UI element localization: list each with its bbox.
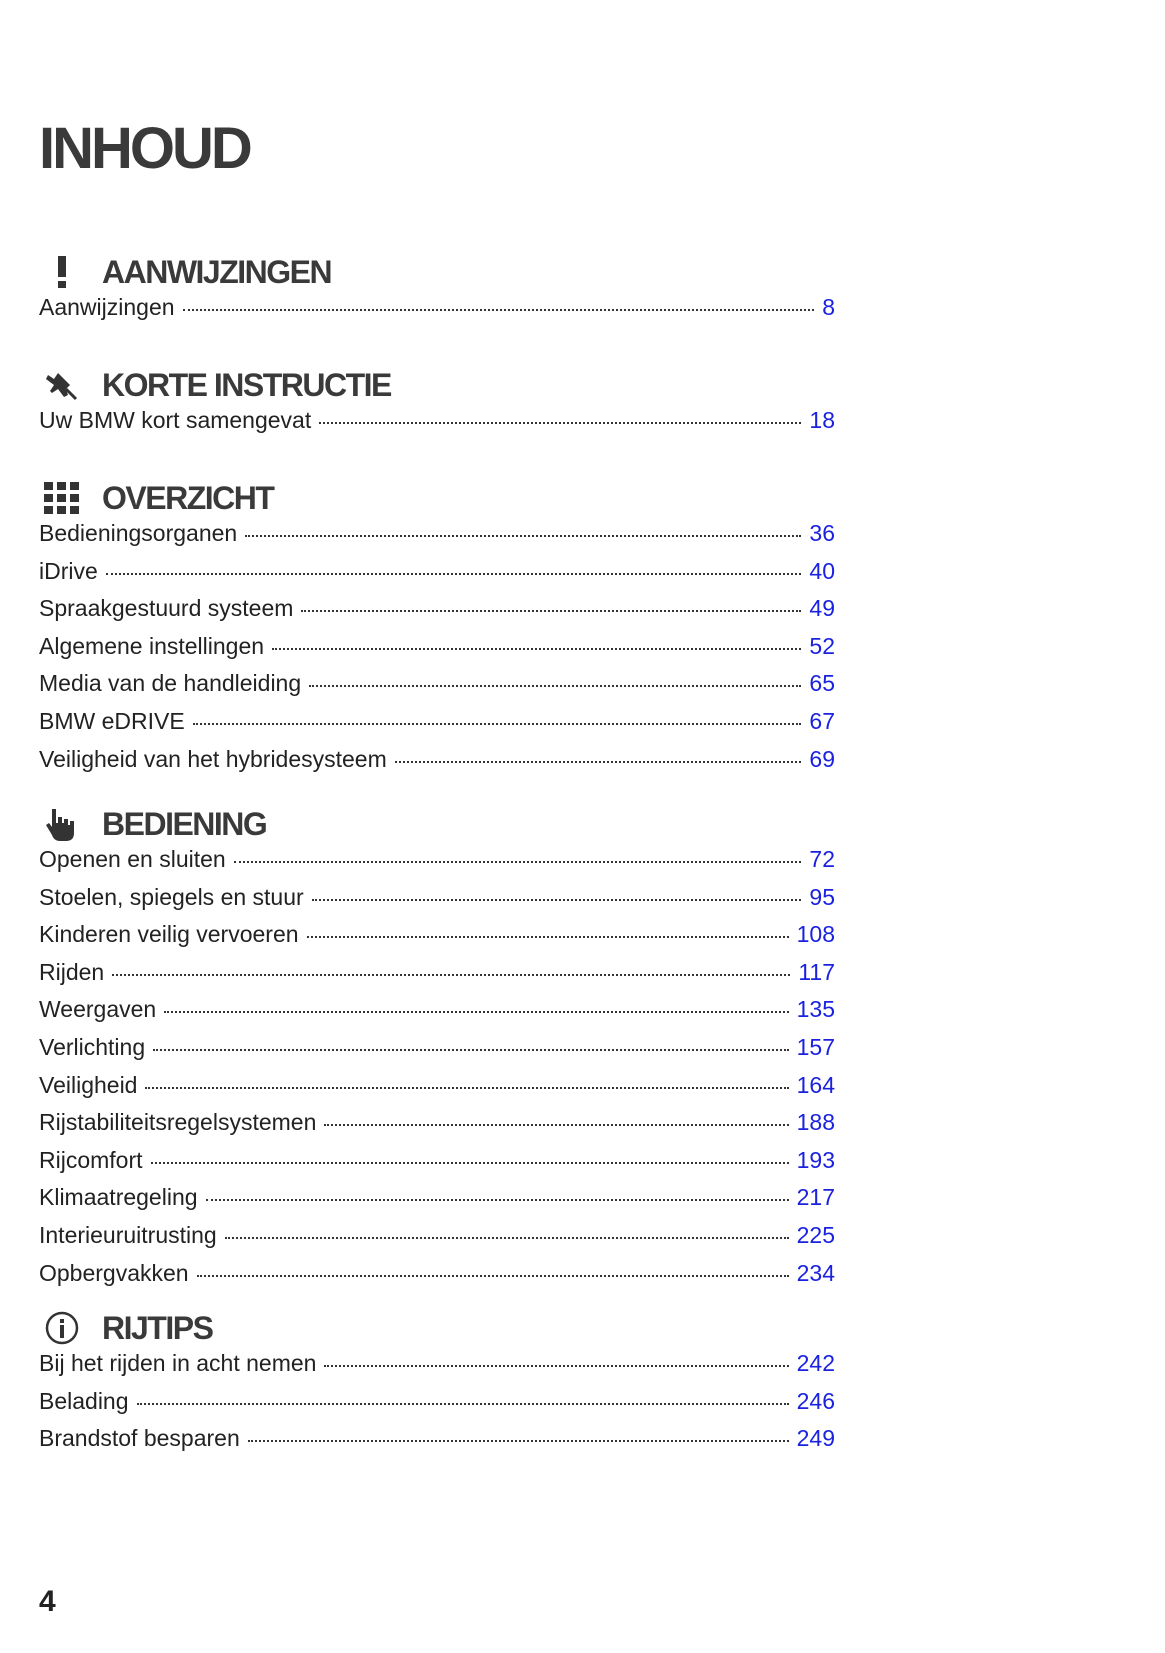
leader-dots (272, 648, 801, 650)
leader-dots (137, 1403, 789, 1405)
section-title: AANWIJZINGEN (102, 254, 332, 290)
leader-dots (164, 1011, 788, 1013)
toc-section-overzicht (39, 476, 835, 783)
leader-dots (319, 422, 801, 424)
toc-entry[interactable] (39, 670, 835, 708)
leader-dots (183, 309, 815, 311)
leader-dots (395, 761, 802, 763)
toc-entry-page-link[interactable]: 249 (796, 1425, 835, 1452)
toc-section-bediening (39, 802, 835, 1297)
toc-entry-page-link[interactable]: 217 (796, 1184, 835, 1211)
toc-entry[interactable] (39, 746, 835, 784)
toc-entry-label: Veiligheid (39, 1071, 138, 1098)
toc-entry[interactable] (39, 294, 835, 332)
toc-entry[interactable] (39, 1184, 835, 1222)
toc-section-aanwijzingen (39, 250, 835, 332)
toc-entry-label: BMW eDRIVE (39, 707, 185, 734)
toc-entry[interactable] (39, 595, 835, 633)
toc-entry-label: Belading (39, 1387, 129, 1414)
leader-dots (309, 685, 801, 687)
toc-entry-page-link[interactable]: 8 (822, 294, 835, 320)
toc-entry-label: Bij het rijden in acht nemen (39, 1350, 317, 1376)
toc-entry-label: Weergaven (39, 996, 157, 1023)
toc-entry[interactable] (39, 1425, 835, 1463)
toc-entry-label: Kinderen veilig vervoeren (39, 921, 299, 948)
leader-dots (245, 535, 801, 537)
toc-entry[interactable] (39, 959, 835, 997)
toc-entry[interactable] (39, 1034, 835, 1072)
toc-entry-label: Veiligheid van het hybridesysteem (39, 745, 387, 772)
pushpin-icon (39, 365, 85, 405)
toc-entry[interactable] (39, 1388, 835, 1426)
toc-entry-page-link[interactable]: 135 (796, 996, 835, 1023)
toc-list (39, 407, 835, 445)
page-number: 4 (39, 1585, 56, 1618)
section-header (39, 1306, 835, 1350)
toc-entry[interactable] (39, 884, 835, 922)
leader-dots (197, 1275, 789, 1277)
toc-entry-label: Media van de handleiding (39, 670, 302, 697)
grid-icon (39, 478, 85, 518)
leader-dots (112, 974, 790, 976)
toc-entry-page-link[interactable]: 193 (796, 1146, 835, 1173)
info-circle-icon (39, 1308, 85, 1348)
toc-list (39, 846, 835, 1297)
leader-dots (225, 1237, 789, 1239)
toc-entry[interactable] (39, 1109, 835, 1147)
toc-section-korte-instructie (39, 363, 835, 445)
toc-entry-page-link[interactable]: 108 (796, 921, 835, 948)
toc-entry-page-link[interactable]: 246 (796, 1387, 835, 1414)
section-header (39, 476, 835, 520)
toc-entry-page-link[interactable]: 95 (809, 883, 835, 910)
leader-dots (206, 1199, 789, 1201)
toc-entry-page-link[interactable]: 72 (809, 846, 835, 872)
toc-entry-page-link[interactable]: 67 (809, 707, 835, 734)
toc-entry-label: Klimaatregeling (39, 1184, 198, 1211)
toc-entry-label: Brandstof besparen (39, 1425, 240, 1452)
toc-entry[interactable] (39, 407, 835, 445)
leader-dots (324, 1124, 788, 1126)
toc-entry-label: Rijstabiliteitsregelsystemen (39, 1109, 317, 1136)
section-title: KORTE INSTRUCTIE (102, 367, 391, 403)
toc-entry-page-link[interactable]: 242 (796, 1350, 835, 1376)
toc-entry-page-link[interactable]: 52 (809, 632, 835, 659)
toc-entry-label: Opbergvakken (39, 1259, 189, 1286)
leader-dots (307, 936, 789, 938)
toc-list (39, 1350, 835, 1463)
toc-entry[interactable] (39, 633, 835, 671)
page-title: INHOUD (39, 116, 250, 181)
leader-dots (193, 723, 802, 725)
leader-dots (106, 573, 802, 575)
leader-dots (312, 899, 802, 901)
toc-entry-page-link[interactable]: 65 (809, 670, 835, 697)
exclamation-icon (39, 252, 85, 292)
section-title: RIJTIPS (102, 1310, 213, 1346)
toc-entry-label: Bedieningsorganen (39, 520, 238, 546)
toc-entry-label: Openen en sluiten (39, 846, 226, 872)
toc-entry[interactable] (39, 996, 835, 1034)
toc-entry-page-link[interactable]: 117 (798, 958, 835, 985)
toc-entry-label: Stoelen, spiegels en stuur (39, 883, 304, 910)
toc-entry[interactable] (39, 558, 835, 596)
toc-entry-label: Aanwijzingen (39, 294, 175, 320)
leader-dots (145, 1087, 788, 1089)
toc-entry-page-link[interactable]: 69 (809, 745, 835, 772)
pointing-hand-icon (39, 804, 85, 844)
toc-entry[interactable] (39, 708, 835, 746)
section-title: OVERZICHT (102, 480, 274, 516)
toc-entry-page-link[interactable]: 157 (796, 1033, 835, 1060)
section-header (39, 363, 835, 407)
toc-entry-label: Verlichting (39, 1033, 146, 1060)
toc-entry-page-link[interactable]: 188 (796, 1109, 835, 1136)
leader-dots (153, 1049, 789, 1051)
leader-dots (234, 861, 802, 863)
section-header (39, 802, 835, 846)
toc-entry-page-link[interactable]: 36 (809, 520, 835, 546)
toc-entry[interactable] (39, 921, 835, 959)
toc-entry-label: Algemene instellingen (39, 632, 265, 659)
leader-dots (248, 1440, 789, 1442)
toc-list (39, 294, 835, 332)
toc-entry[interactable] (39, 1147, 835, 1185)
toc-entry-page-link[interactable]: 225 (796, 1221, 835, 1248)
toc-entry[interactable] (39, 846, 835, 884)
toc-entry-page-link[interactable]: 164 (796, 1071, 835, 1098)
toc-entry-label: Rijden (39, 958, 105, 985)
toc-entry-page-link[interactable]: 49 (809, 595, 835, 622)
toc-entry[interactable] (39, 520, 835, 558)
toc-entry[interactable] (39, 1350, 835, 1388)
toc-list (39, 520, 835, 783)
toc-entry-page-link[interactable]: 234 (796, 1259, 835, 1286)
toc-entry-label: Interieuruitrusting (39, 1221, 217, 1248)
section-header (39, 250, 835, 294)
toc-entry[interactable] (39, 1260, 835, 1298)
toc-entry-label: iDrive (39, 557, 98, 584)
toc-entry-page-link[interactable]: 40 (809, 557, 835, 584)
toc-entry-label: Uw BMW kort samengevat (39, 407, 312, 433)
toc-entry-label: Spraakgestuurd systeem (39, 595, 294, 622)
toc-entry[interactable] (39, 1072, 835, 1110)
leader-dots (324, 1365, 788, 1367)
toc-entry[interactable] (39, 1222, 835, 1260)
toc-entry-label: Rijcomfort (39, 1146, 143, 1173)
section-title: BEDIENING (102, 806, 267, 842)
leader-dots (301, 610, 801, 612)
toc-entry-page-link[interactable]: 18 (809, 407, 835, 433)
toc-section-rijtips (39, 1306, 835, 1463)
leader-dots (151, 1162, 789, 1164)
